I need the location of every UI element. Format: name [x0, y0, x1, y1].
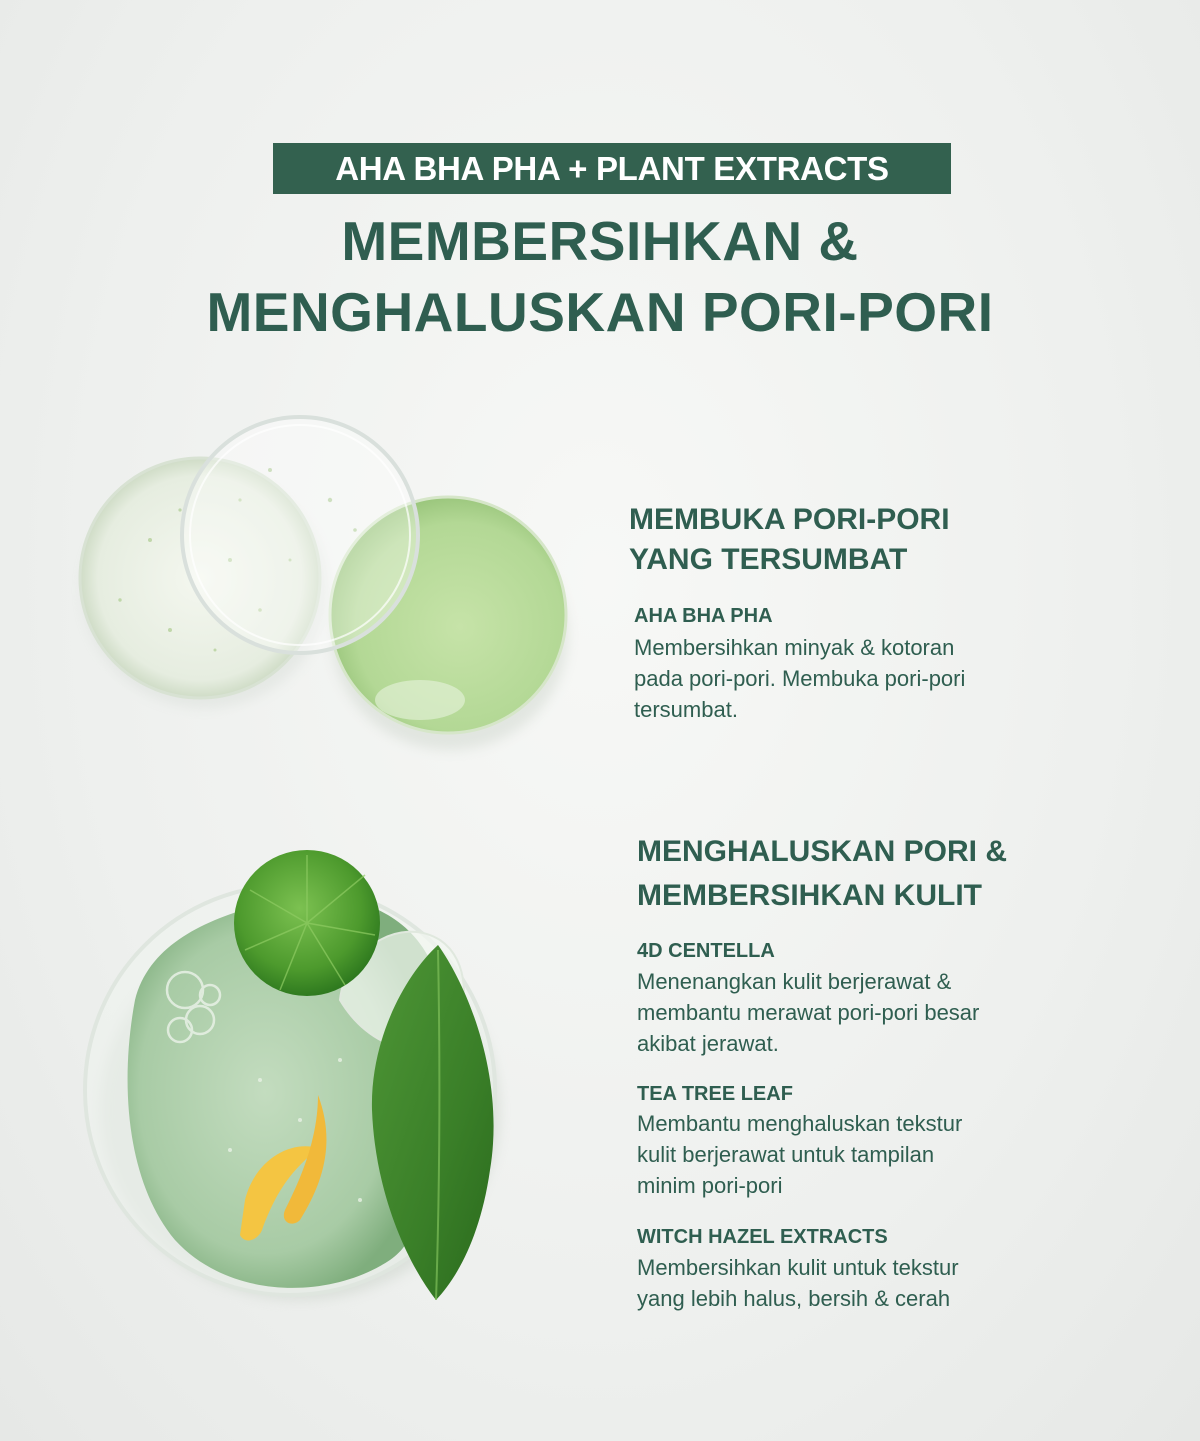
- desc-line: tersumbat.: [634, 697, 738, 722]
- desc-line: membantu merawat pori-pori besar: [637, 1000, 980, 1025]
- section-1-title-line-2: YANG TERSUMBAT: [629, 543, 908, 576]
- desc-line: minim pori-pori: [637, 1173, 783, 1198]
- ingredient-desc-aha-bha-pha: [634, 632, 965, 725]
- ingredient-title-witch-hazel: WITCH HAZEL EXTRACTS: [637, 1226, 888, 1248]
- petri-dishes-image: [80, 417, 568, 750]
- desc-line: kulit berjerawat untuk tampilan: [637, 1142, 935, 1167]
- headline-line-1: MEMBERSIHKAN &: [341, 210, 859, 272]
- section-2-title-line-1: MENGHALUSKAN PORI &: [637, 835, 1008, 868]
- headline-line-2: MENGHALUSKAN PORI-PORI: [206, 281, 994, 343]
- desc-line: Membersihkan minyak & kotoran: [634, 635, 955, 660]
- desc-line: akibat jerawat.: [637, 1031, 779, 1056]
- desc-line: Membersihkan kulit untuk tekstur: [637, 1255, 959, 1280]
- section-2-title-line-2: MEMBERSIHKAN KULIT: [637, 879, 982, 912]
- desc-line: Membantu menghaluskan tekstur: [637, 1111, 963, 1136]
- ingredient-title-aha-bha-pha: AHA BHA PHA: [634, 605, 773, 627]
- ingredient-desc-witch-hazel: [637, 1252, 959, 1314]
- ingredient-desc-4d-centella: [637, 966, 979, 1059]
- desc-line: Menenangkan kulit berjerawat &: [637, 969, 952, 994]
- centella-dish-image: [85, 850, 500, 1300]
- ingredient-title-tea-tree-leaf: TEA TREE LEAF: [637, 1083, 793, 1105]
- desc-line: yang lebih halus, bersih & cerah: [637, 1286, 951, 1311]
- tagline-banner: AHA BHA PHA + PLANT EXTRACTS: [273, 143, 951, 194]
- ingredient-title-4d-centella: 4D CENTELLA: [637, 940, 775, 962]
- section-1-title-line-1: MEMBUKA PORI-PORI: [629, 503, 950, 536]
- ingredient-desc-tea-tree-leaf: [637, 1108, 962, 1201]
- desc-line: pada pori-pori. Membuka pori-pori: [634, 666, 966, 691]
